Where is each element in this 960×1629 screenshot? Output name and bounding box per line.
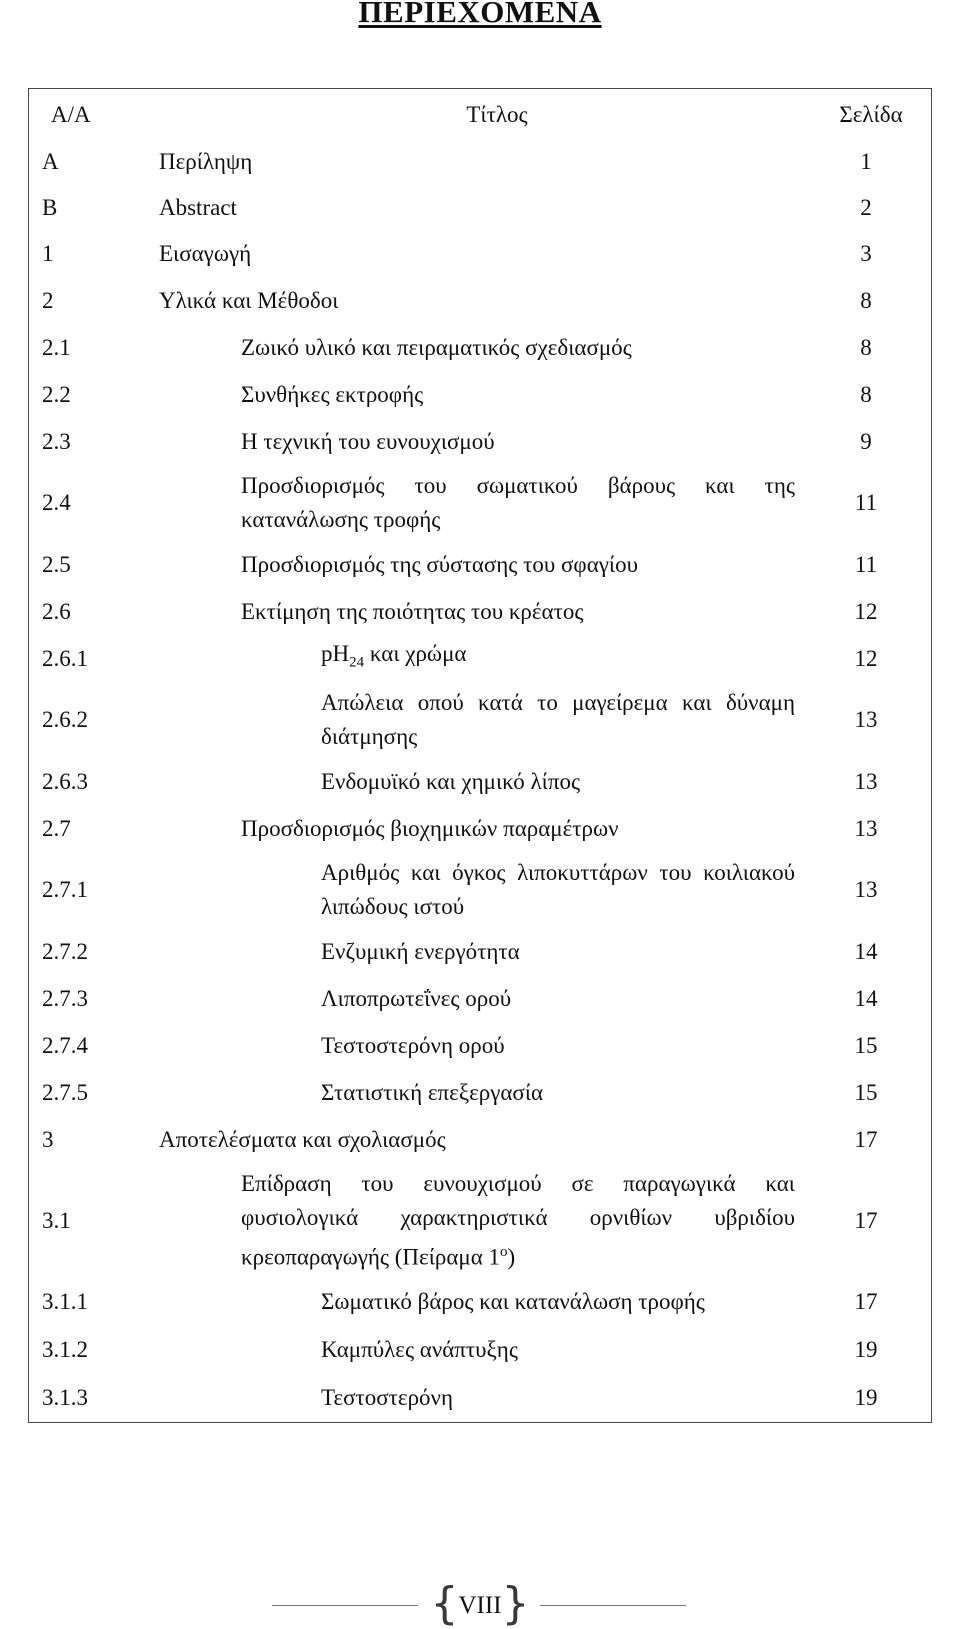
- toc-row: [29, 324, 931, 371]
- toc-row-title: Εισαγωγή: [159, 241, 252, 266]
- toc-row-page: 11: [854, 551, 878, 577]
- toc-row-page: 11: [854, 490, 878, 515]
- toc-row-number: 2.7.4: [42, 1032, 88, 1058]
- toc-row-page: 12: [854, 645, 878, 671]
- toc-row-page: 17: [854, 1127, 878, 1152]
- toc-row: [29, 1278, 931, 1326]
- toc-header-page: Σελίδα: [839, 102, 903, 127]
- toc-row-page: 13: [854, 877, 878, 902]
- toc-row-title: Στατιστική επεξεργασία: [321, 1079, 544, 1105]
- toc-body: [29, 139, 931, 1422]
- page-footer: [0, 1578, 960, 1629]
- toc-row-number: 3.1.1: [42, 1289, 88, 1314]
- toc-row-number: 2.7.5: [42, 1079, 88, 1105]
- toc-row-page: 13: [854, 768, 878, 794]
- toc-row-title: Προσδιορισμός του σωματικού βάρους και της κατανάλωσης τροφής: [241, 473, 795, 532]
- document-title: ΠΕΡΙΕΧΟΜΕΝΑ: [358, 0, 602, 29]
- toc-row-title: Αποτελέσματα και σχολιασμός: [159, 1127, 446, 1152]
- toc-row-page: 1: [860, 149, 872, 174]
- toc-row-number: 2.6.3: [42, 768, 88, 794]
- toc-row-number: 3.1: [42, 1208, 71, 1233]
- page-number-box: [430, 1578, 530, 1629]
- toc-row-title: Προσδιορισμός της σύστασης του σφαγίου: [241, 551, 638, 577]
- page-number: VIII: [458, 1592, 502, 1619]
- toc-row: [29, 277, 931, 324]
- toc-row-page: 12: [854, 598, 878, 624]
- toc-row: [29, 588, 931, 635]
- toc-row-page: 17: [854, 1289, 878, 1314]
- toc-row: [29, 465, 931, 541]
- toc-row-page: 9: [860, 428, 872, 454]
- right-brace-icon: }: [501, 1578, 530, 1629]
- toc-row-page: 15: [854, 1079, 878, 1105]
- toc-row: [29, 852, 931, 928]
- toc-row-title: Η τεχνική του ευνουχισμού: [241, 428, 495, 454]
- toc-row-title: $pH_{24}$ και χρώμα: [321, 641, 467, 671]
- toc-row-title: Καμπύλες ανάπτυξης: [321, 1337, 518, 1362]
- toc-row-title: Αριθμός και όγκος λιποκυττάρων του κοιλιακού λιπώδους ιστού: [321, 860, 795, 919]
- table-of-contents: [28, 88, 932, 1423]
- toc-row-number: Α: [42, 149, 59, 174]
- toc-row: [29, 928, 931, 975]
- toc-row-page: 14: [854, 985, 878, 1011]
- toc-row-title: Εκτίμηση της ποιότητας του κρέατος: [241, 598, 584, 624]
- toc-header-row: [29, 89, 931, 139]
- toc-row: [29, 541, 931, 588]
- toc-row-number: 3: [42, 1127, 54, 1152]
- toc-row-number: 2.3: [42, 428, 71, 454]
- toc-row-number: 2: [42, 287, 54, 313]
- toc-row-title: Απώλεια οπού κατά το μαγείρεμα και δύναμη διάτμησης: [321, 690, 795, 749]
- toc-row-number: 2.7.3: [42, 985, 88, 1011]
- toc-row: [29, 418, 931, 465]
- toc-row-number: 2.4: [42, 490, 71, 515]
- toc-row-title: Σωματικό βάρος και κατανάλωση τροφής: [321, 1289, 705, 1314]
- toc-row-page: 14: [854, 938, 878, 964]
- toc-row-title: Τεστοστερόνη ορού: [321, 1032, 505, 1058]
- toc-row-page: 13: [854, 707, 878, 732]
- toc-row-title: Υλικά και Μέθοδοι: [159, 287, 339, 313]
- toc-row-number: 1: [42, 241, 54, 266]
- toc-row-number: 2.6.1: [42, 645, 88, 671]
- toc-header-title: Τίτλος: [466, 102, 528, 127]
- toc-row-title: Ενδομυϊκό και χημικό λίπος: [321, 768, 581, 794]
- toc-row-number: Β: [42, 195, 58, 220]
- toc-row: [29, 682, 931, 758]
- toc-row-number: 2.2: [42, 381, 71, 407]
- toc-row-page: 8: [860, 381, 872, 407]
- toc-row-title: Λιποπρωτεΐνες ορού: [321, 985, 512, 1011]
- toc-row: [29, 975, 931, 1022]
- toc-row-number: 2.7.1: [42, 877, 88, 902]
- toc-row-page: 8: [860, 334, 872, 360]
- toc-row-page: 19: [854, 1385, 878, 1410]
- toc-row: [29, 1116, 931, 1164]
- left-brace-icon: {: [430, 1578, 459, 1629]
- toc-row: [29, 1164, 931, 1278]
- toc-row-title: Ζωικό υλικό και πειραματικός σχεδιασμός: [241, 334, 632, 360]
- toc-row-title: Περίληψη: [159, 149, 253, 174]
- toc-row: [29, 1069, 931, 1116]
- toc-row-page: 19: [854, 1337, 878, 1362]
- toc-row-title: Προσδιορισμός βιοχημικών παραμέτρων: [241, 815, 619, 841]
- toc-row-number: 2.7: [42, 815, 71, 841]
- toc-row-page: 3: [860, 241, 872, 266]
- toc-row: [29, 185, 931, 231]
- toc-row-number: 2.6: [42, 598, 71, 624]
- toc-row: [29, 635, 931, 682]
- toc-row-title: Ενζυμική ενεργότητα: [321, 938, 520, 964]
- toc-row-title: Τεστοστερόνη: [321, 1385, 453, 1410]
- toc-row: [29, 1326, 931, 1374]
- toc-row-number: 2.5: [42, 551, 71, 577]
- toc-row: [29, 805, 931, 852]
- toc-row: [29, 1374, 931, 1422]
- toc-row-page: 17: [854, 1208, 878, 1233]
- toc-row-page: 13: [854, 815, 878, 841]
- toc-row-page: 2: [860, 195, 872, 220]
- toc-row: [29, 371, 931, 418]
- toc-row: [29, 1022, 931, 1069]
- toc-row-title: Abstract: [159, 195, 237, 220]
- toc-row: [29, 231, 931, 277]
- toc-row-number: 3.1.3: [42, 1385, 88, 1410]
- toc-row-title: Συνθήκες εκτροφής: [241, 381, 424, 407]
- toc-row-page: 15: [854, 1032, 878, 1058]
- toc-row-number: 2.1: [42, 334, 71, 360]
- toc-row: [29, 139, 931, 185]
- toc-row-number: 3.1.2: [42, 1337, 88, 1362]
- toc-header-number: Α/Α: [51, 102, 91, 127]
- toc-row-page: 8: [860, 287, 872, 313]
- toc-row-number: 2.6.2: [42, 707, 88, 732]
- toc-row-number: 2.7.2: [42, 938, 88, 964]
- toc-row: [29, 758, 931, 805]
- toc-row-title: Επίδραση του ευνουχισμού σε παραγωγικά και φυσιολογικά χαρακτηριστικά ορνιθίων υβριδίου κρεοπαραγωγής (Πείραμα $1^o$): [241, 1171, 795, 1270]
